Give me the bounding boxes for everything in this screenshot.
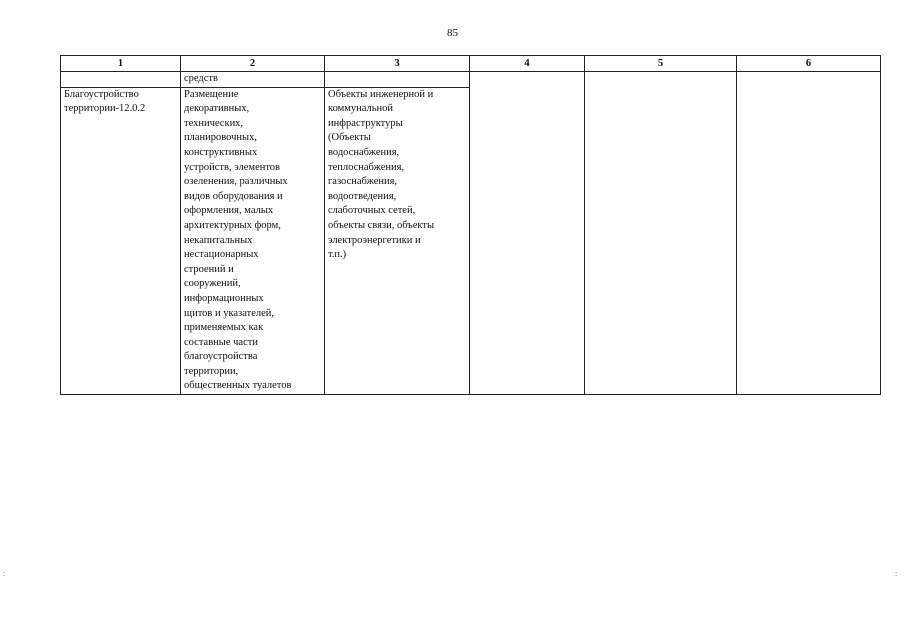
- column-header-2: 2: [181, 56, 325, 72]
- cell-text: средств: [184, 73, 218, 84]
- table-cell: [181, 72, 325, 88]
- page-number: 85: [447, 27, 458, 39]
- column-header-3: 3: [325, 56, 470, 72]
- table-cell-description: [181, 87, 325, 394]
- table-cell: [61, 72, 181, 88]
- cell-text: Размещение декоративных, технических, планировочных, конструктивных устройств, элементов озеленения, различных видов оборудования и оформления, малых архитектурных форм, некапитальных нестационарных строений и сооружений, информационных щитов и указателей, применяемых как составные части благоустройства территории, общественных туалетов: [184, 88, 292, 392]
- table-cell: [585, 72, 737, 395]
- table-cell-objects: [325, 87, 470, 394]
- table-header-row: [61, 56, 881, 72]
- table-cell: [470, 72, 585, 395]
- margin-mark-right: :: [895, 569, 898, 578]
- column-header-6: 6: [737, 56, 881, 72]
- cell-text: Благоустройство территории-12.0.2: [64, 88, 146, 115]
- table-row-continuation: [61, 72, 881, 88]
- table-cell: [325, 72, 470, 88]
- table-cell-land-use-type: [61, 87, 181, 394]
- column-header-4: 4: [470, 56, 585, 72]
- column-header-1: 1: [61, 56, 181, 72]
- column-header-5: 5: [585, 56, 737, 72]
- regulations-table: [60, 55, 881, 395]
- margin-mark-left: :: [3, 569, 6, 578]
- cell-text: Объекты инженерной и коммунальной инфраструктуры (Объекты водоснабжения, теплоснабжения, газоснабжения, водоотведения, слаботочных сетей, объекты связи, объекты электроэнергетики и т.п.): [328, 88, 435, 261]
- table-cell: [737, 72, 881, 395]
